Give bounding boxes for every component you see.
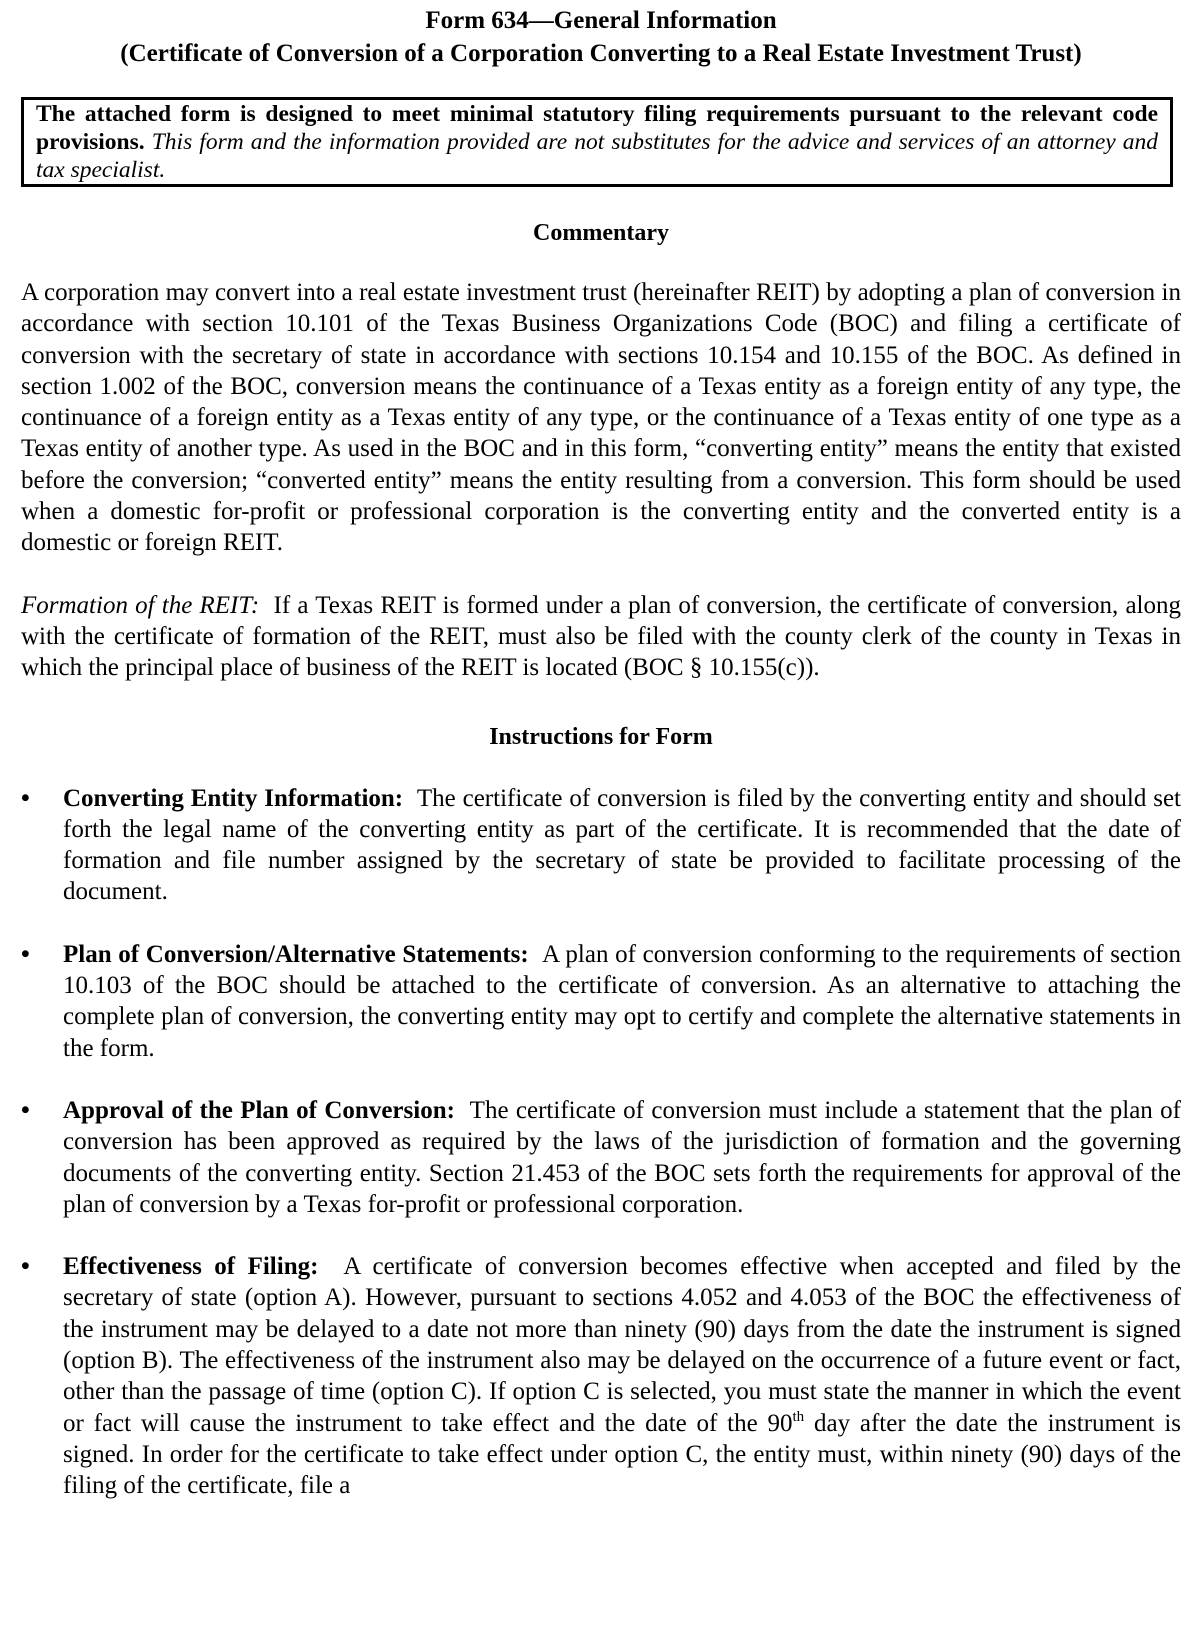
bullet-icon: •	[21, 1096, 30, 1124]
bullet-icon: •	[21, 784, 30, 812]
ordinal-suffix: th	[792, 1408, 805, 1425]
instructions-heading: Instructions for Form	[489, 723, 713, 750]
commentary-heading: Commentary	[533, 220, 669, 246]
notice-box	[21, 97, 1173, 187]
notice-bold-text: The attached form is designed to meet minimal statutory filing requirements pursuant to the relevant code provisions.	[36, 101, 1158, 155]
instruction-text-continued: day after the date the instrument is signed. In order for the certificate to take effect under option C, the entity must, within ninety (90) days of the filing of the certificate, file a	[63, 1409, 1181, 1500]
instruction-text: A certificate of conversion becomes effective when accepted and filed by the secretary of state (option A). However, pursuant to sections 4.052 and 4.053 of the BOC the effectiveness of the instrument may be delayed to a date not more than ninety (90) days from the date the instrument is signed (option B). The effectiveness of the instrument also may be delayed on the occurrence of a future event or fact, other than the passage of time (option C). If option C is selected, you must state the manner in which the event or fact will cause the instrument to take effect and the date of the 90	[63, 1253, 1181, 1437]
bullet-icon: •	[21, 1253, 30, 1281]
instruction-text: The certificate of conversion must include a statement that the plan of conversion has been approved as required by the laws of the jurisdiction of formation and the governing documents of the converting entity. Section 21.453 of the BOC sets forth the requirements for approval of the plan of conversion by a Texas for-profit or professional corporation.	[63, 1096, 1181, 1218]
formation-body: If a Texas REIT is formed under a plan of conversion, the certificate of conversion, along with the certificate of formation of the REIT, must also be filed with the county clerk of the county in Texas in which the principal place of business of the REIT is located (BOC § 10.155(c)).	[21, 591, 1181, 682]
document-page	[21, 0, 1181, 1502]
notice-italic-text: This form and the information provided are not substitutes for the advice and services of an attorney and tax specialist.	[36, 129, 1159, 183]
instruction-text: A plan of conversion conforming to the requirements of section 10.103 of the BOC should be attached to the certificate of conversion. As an alternative to attaching the complete plan of conversion, the converting entity may opt to certify and complete the alternative statements in the form.	[63, 940, 1182, 1062]
commentary-paragraph-2	[21, 590, 1181, 684]
instructions-list	[21, 783, 1181, 1502]
list-item	[21, 1095, 1181, 1220]
list-item	[21, 783, 1181, 908]
instruction-text: The certificate of conversion is filed by the converting entity and should set forth the legal name of the converting entity as part of the certificate. It is recommended that the date of formation and file number assigned by the secretary of state be provided to facilitate processing of the document.	[63, 784, 1182, 906]
list-item	[21, 939, 1181, 1064]
instruction-label: Converting Entity Information:	[63, 784, 404, 812]
form-title: Form 634—General Information	[425, 7, 777, 34]
list-item	[21, 1251, 1181, 1501]
bullet-icon: •	[21, 940, 30, 968]
instruction-label: Approval of the Plan of Conversion:	[63, 1096, 455, 1124]
formation-lead: Formation of the REIT:	[21, 591, 260, 619]
commentary-paragraph-1: A corporation may convert into a real estate investment trust (hereinafter REIT) by adopting a plan of conversion in accordance with section 10.101 of the Texas Business Organizations Code (BOC) and filing a certificate of conversion with the secretary of state in accordance with sections 10.154 and 10.155 of the BOC. As defined in section 1.002 of the BOC, conversion means the continuance of a Texas entity as a foreign entity of any type, the continuance of a foreign entity as a Texas entity of any type, or the continuance of a Texas entity of one type as a Texas entity of another type. As used in the BOC and in this form, “converting entity” means the entity that existed before the conversion; “converted entity” means the entity resulting from a conversion. This form should be used when a domestic for-profit or professional corporation is the converting entity and the converted entity is a domestic or foreign REIT.	[21, 279, 1181, 557]
instruction-label: Effectiveness of Filing:	[63, 1253, 319, 1281]
instruction-label: Plan of Conversion/Alternative Statements:	[63, 940, 529, 968]
form-subtitle: (Certificate of Conversion of a Corporation Converting to a Real Estate Investment Trust)	[120, 40, 1082, 67]
